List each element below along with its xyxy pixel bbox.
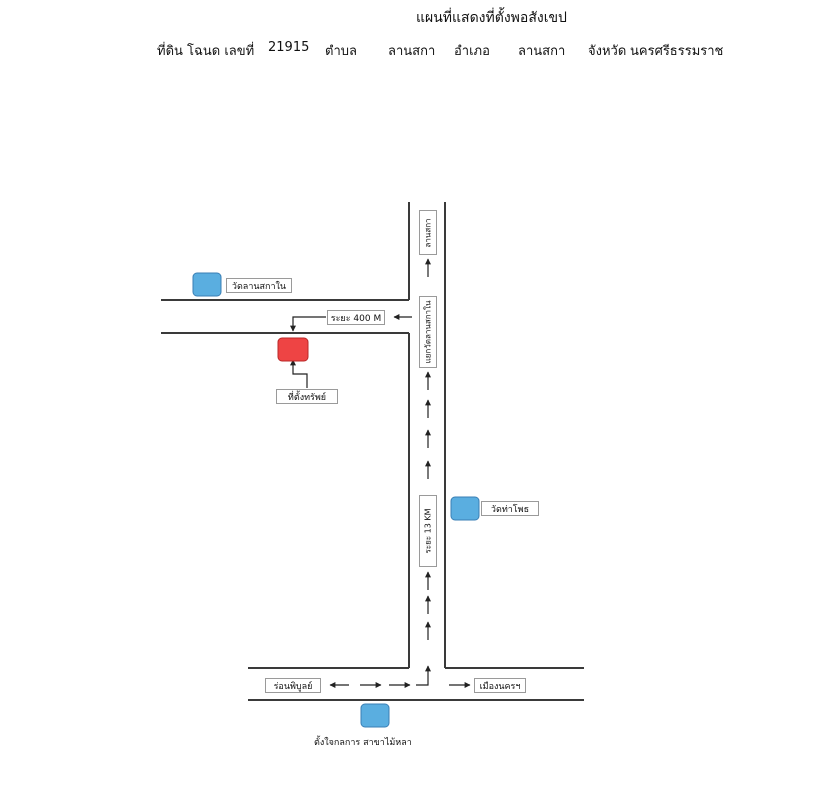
label-wat-lansaka-nai: วัดลานสกาใน	[226, 278, 292, 293]
label-distance-13km: ระยะ 13 KM	[419, 495, 437, 567]
label-mueang-nakhon: เมืองนครฯ	[474, 678, 526, 693]
province-label: จังหวัด	[588, 44, 627, 59]
district-value: ลานสกา	[518, 44, 566, 59]
label-distance-400m: ระยะ 400 M	[327, 310, 385, 325]
label-ron-phibun: ร่อนพิบูลย์	[265, 678, 321, 693]
property-pointer	[293, 360, 307, 388]
property-marker	[278, 338, 308, 361]
label-lansaka-north: ลานสกา	[419, 210, 437, 255]
subdistrict-label: ตำบล	[325, 44, 357, 59]
subdistrict-value: ลานสกา	[388, 44, 436, 59]
deed-label: ที่ดิน โฉนด เลขที่	[157, 44, 255, 59]
road-lines	[161, 202, 584, 700]
arrow-turn-north	[416, 666, 428, 685]
office-marker	[361, 704, 389, 727]
label-intersection: แยกวัดลานสกาใน	[419, 296, 437, 368]
label-office: ตั้งใจกลการ สาขาไม้หลา	[314, 738, 412, 748]
temple-marker-wat-lansaka-nai	[193, 273, 221, 296]
arrow-turn-south-400m	[293, 317, 326, 331]
deed-number: 21915	[268, 40, 310, 55]
label-wat-tha-pho: วัดท่าโพธ	[481, 501, 539, 516]
page-title: แผนที่แสดงที่ตั้งพอสังเขป	[416, 10, 567, 26]
province-value: นครศรีธรรมราช	[630, 44, 724, 59]
label-property: ที่ตั้งทรัพย์	[276, 389, 338, 404]
district-label: อำเภอ	[454, 44, 490, 59]
temple-marker-wat-tha-pho	[451, 497, 479, 520]
